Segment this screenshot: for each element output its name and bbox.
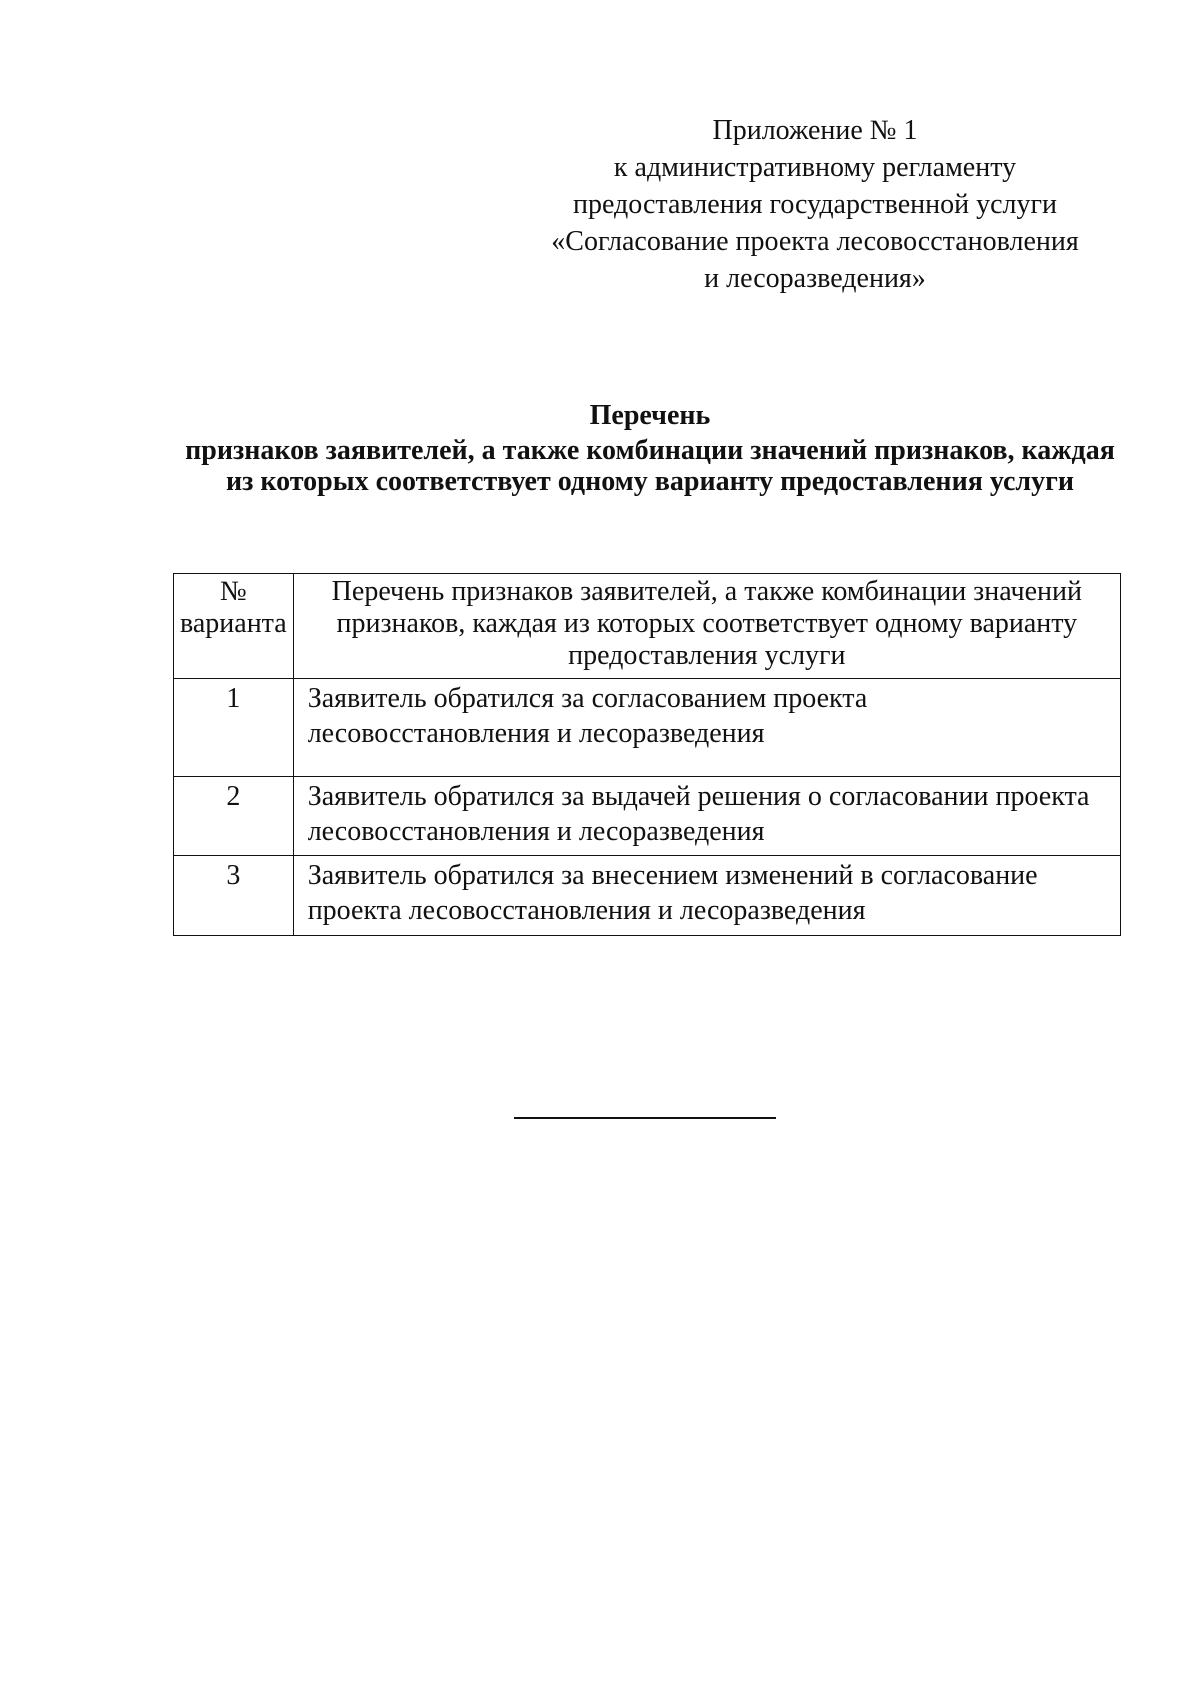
description-line: Заявитель обратился за внесением изменений в согласование [307, 860, 1038, 891]
table-row [174, 679, 1121, 777]
description-line: Заявитель обратился за выдачей решения о согласовании проекта [307, 781, 1090, 812]
variants-table [173, 573, 1121, 936]
column-header-text: предоставления услуги [568, 640, 846, 671]
variant-description [293, 777, 1120, 856]
document-heading [120, 400, 1180, 497]
table-row [174, 777, 1121, 856]
column-header-description [293, 574, 1120, 679]
description-line: проекта лесовосстановления и лесоразведения [307, 895, 866, 926]
variant-description [293, 856, 1120, 936]
annex-reference-line: «Согласование проекта лесовосстановления [551, 226, 1079, 257]
column-header-number [174, 574, 294, 679]
column-header-text: признаков, каждая из которых соответствует одному варианту [336, 608, 1078, 639]
heading-subtitle-line: признаков заявителей, а также комбинации значений признаков, каждая [185, 435, 1115, 466]
annex-reference-line: и лесоразведения» [704, 263, 926, 294]
description-line: Заявитель обратился за согласованием проекта [307, 683, 868, 714]
description-line: лесовосстановления и лесоразведения [307, 816, 765, 847]
variant-description [293, 679, 1120, 777]
heading-subtitle-line: из которых соответствует одному варианту предоставления услуги [226, 466, 1074, 497]
annex-reference-line: предоставления государственной услуги [573, 189, 1057, 220]
annex-reference-line: к административному регламенту [613, 152, 1017, 183]
column-header-text: № [219, 576, 247, 607]
column-header-text: варианта [180, 608, 287, 639]
table-header-row [174, 574, 1121, 679]
table-row [174, 856, 1121, 936]
heading-title: Перечень [589, 400, 711, 431]
variant-number: 2 [174, 777, 294, 856]
variant-number: 3 [174, 856, 294, 936]
annex-header [545, 112, 1085, 297]
variant-number: 1 [174, 679, 294, 777]
column-header-text: Перечень признаков заявителей, а также комбинации значений [331, 576, 1082, 607]
description-line: лесовосстановления и лесоразведения [307, 718, 765, 749]
closing-rule-divider [514, 1117, 776, 1119]
annex-number: Приложение № 1 [712, 115, 918, 146]
